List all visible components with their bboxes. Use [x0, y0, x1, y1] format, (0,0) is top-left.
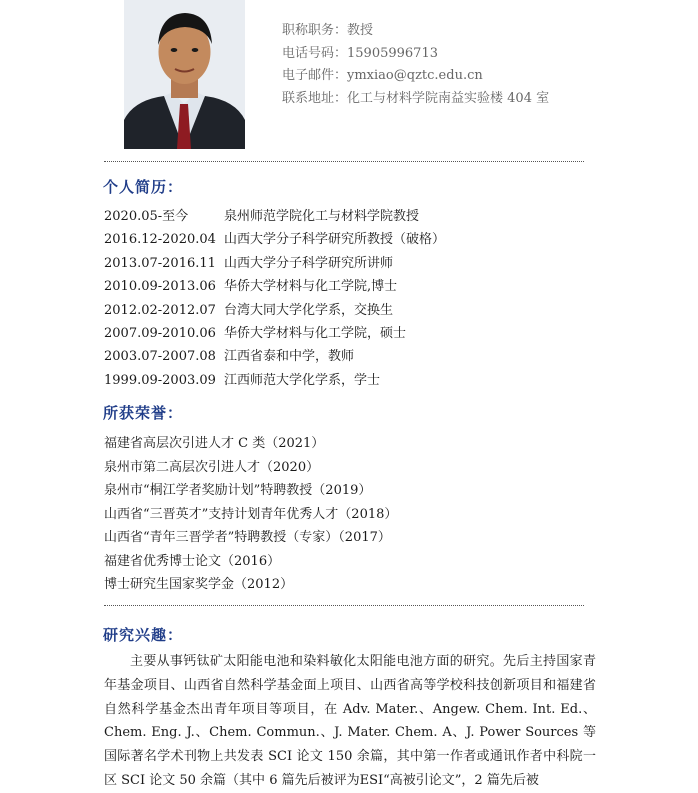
- contact-email: [282, 65, 549, 88]
- timeline-item: [104, 322, 445, 345]
- timeline-item: [104, 299, 445, 322]
- honor-item: 山西省“三晋英才”支持计划青年优秀人才（2018）: [104, 506, 398, 522]
- contact-label: 电话号码：: [282, 45, 348, 61]
- research-paragraph: 主要从事钙钛矿太阳能电池和染料敏化太阳能电池方面的研究。先后主持国家青年基金项目、山西省自然科学基金面上项目、山西省高等学校科技创新项目和福建省自然科学基金杰出青年项目等项目，在 Adv. Mater.、Angew. Chem. Int. Ed.、Chem. Eng. J.、Chem. Commun.、J. Mater. Chem. A、J. Power Sources 等国际著名学术刊物上共发表 SCI 论文 150 余篇，其中第一作者或通讯作者中科院一区 SCI 论文 50 余篇（其中 6 篇先后被评为ESI“高被引论文”，2 篇先后被: [104, 654, 596, 788]
- honor-item: 博士研究生国家奖学金（2012）: [104, 577, 294, 592]
- honor-item: 山西省“青年三晋学者”特聘教授（专家）（2017）: [104, 530, 391, 545]
- timeline-date: 2020.05-至今: [104, 209, 189, 224]
- timeline-desc: 华侨大学材料与化工学院，硕士: [224, 325, 407, 341]
- honor-item: 泉州市第二高层次引进人才（2020）: [104, 459, 320, 475]
- contact-title: [282, 20, 549, 43]
- profile-photo: [124, 0, 245, 149]
- timeline-item: [104, 275, 445, 298]
- timeline-desc: 泉州师范学院化工与材料学院教授: [224, 209, 420, 224]
- honor-item: 福建省高层次引进人才 C 类（2021）: [104, 436, 325, 451]
- contact-value: 化工与材料学院南益实验楼 404 室: [347, 90, 550, 106]
- contact-value: 15905996713: [347, 45, 438, 61]
- timeline-item: [104, 369, 445, 392]
- timeline-date: 2007.09-2010.06: [104, 325, 216, 341]
- contact-label: 职称职务：: [282, 23, 348, 38]
- person-portrait-icon: [124, 0, 245, 149]
- honor-item: 福建省优秀博士论文（2016）: [104, 553, 281, 569]
- section-divider: [104, 161, 584, 162]
- section-divider: [104, 605, 584, 606]
- timeline-date: 2016.12-2020.04: [104, 232, 216, 248]
- timeline-item: [104, 228, 445, 251]
- resume-title: 个人简历：: [103, 178, 184, 196]
- contact-label: 电子邮件：: [282, 68, 348, 84]
- timeline-desc: 山西大学分子科学研究所教授（破格）: [224, 232, 446, 248]
- timeline-date: 2003.07-2007.08: [104, 349, 216, 365]
- honors-title: 所获荣誉：: [103, 404, 184, 422]
- timeline-date: 1999.09-2003.09: [104, 372, 216, 388]
- timeline-item: [104, 252, 445, 275]
- contact-label: 联系地址：: [282, 90, 348, 106]
- timeline-desc: 台湾大同大学化学系，交换生: [224, 302, 394, 318]
- contact-value[interactable]: ymxiao@qztc.edu.cn: [347, 68, 483, 84]
- timeline-desc: 华侨大学材料与化工学院,博士: [224, 279, 398, 295]
- timeline-date: 2013.07-2016.11: [104, 255, 216, 271]
- timeline-date: 2010.09-2013.06: [104, 279, 216, 295]
- contact-phone: [282, 43, 549, 66]
- contact-value: 教授: [347, 23, 374, 38]
- contact-info: [282, 20, 549, 110]
- resume-timeline: [104, 205, 445, 392]
- timeline-date: 2012.02-2012.07: [104, 302, 216, 318]
- honor-item: 泉州市“桐江学者奖励计划”特聘教授（2019）: [104, 483, 372, 498]
- timeline-item: [104, 205, 445, 228]
- timeline-item: [104, 345, 445, 368]
- timeline-desc: 江西省泰和中学，教师: [224, 349, 355, 365]
- timeline-desc: 江西师范大学化学系，学士: [224, 372, 381, 388]
- research-title: 研究兴趣：: [103, 626, 184, 644]
- contact-address: [282, 88, 549, 111]
- timeline-desc: 山西大学分子科学研究所讲师: [224, 255, 394, 271]
- honors-list: [104, 432, 397, 597]
